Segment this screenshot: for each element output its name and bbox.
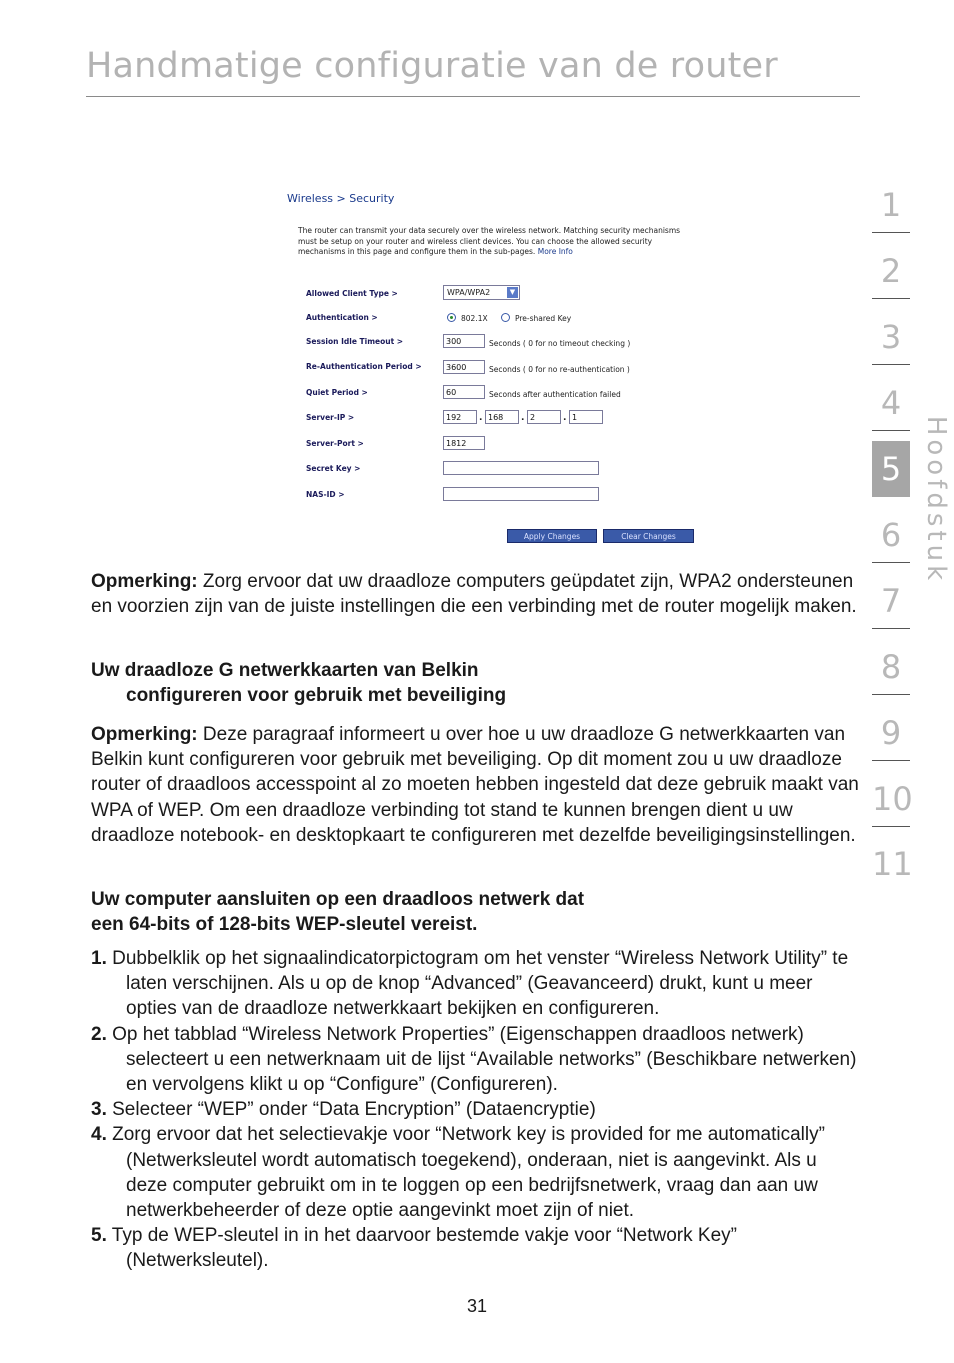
server-port-label: Server-Port > — [306, 439, 364, 448]
intro-text — [298, 226, 694, 258]
note-label: Opmerking: — [91, 724, 198, 745]
server-ip-octet-2[interactable]: 168 — [485, 410, 519, 424]
allowed-client-type-value: WPA/WPA2 — [447, 288, 491, 297]
heading-line: Uw draadloze G netwerkkaarten van Belkin — [91, 660, 479, 681]
chapter-divider — [872, 826, 910, 827]
server-ip-octet-1[interactable]: 192 — [443, 410, 477, 424]
chapter-2[interactable]: 2 — [880, 252, 902, 290]
note-label: Opmerking: — [91, 571, 198, 592]
chapter-divider — [872, 298, 910, 299]
list-item — [91, 1022, 863, 1098]
breadcrumb: Wireless > Security — [287, 192, 395, 205]
page-title: Handmatige configuratie van de router — [86, 46, 778, 86]
server-ip-octet-3[interactable]: 2 — [527, 410, 561, 424]
list-item — [91, 1223, 863, 1273]
step-text: Dubbelklik op het signaalindicatorpictogram om het venster “Wireless Network Utility” te laten verschijnen. Als u op de knop “Advanced” (Geavanceerd) drukt, kunt u meer opties van de draadloze netwerkkaart bekijken en configureren. — [106, 948, 849, 1020]
step-number: 3. — [91, 1099, 107, 1121]
session-idle-timeout-note: Seconds ( 0 for no timeout checking ) — [489, 339, 631, 348]
chapter-4[interactable]: 4 — [880, 384, 902, 422]
chapter-divider — [872, 364, 910, 365]
step-text: Zorg ervoor dat het selectievakje voor “Network key is provided for me automatically” (Netwerksleutel wordt automatisch toegekend), onderaan, niet is aangevinkt. Als u deze computer gebruikt om in te loggen op een bedrijfsnetwerk, vraag dan aan uw netwerkbeheerder of deze optie aangevinkt moet zijn of niet. — [106, 1124, 825, 1222]
ip-separator: . — [479, 413, 483, 423]
chevron-down-icon: ▼ — [507, 287, 518, 298]
heading-line: configureren voor gebruik met beveiliging — [126, 685, 507, 707]
steps-list — [91, 946, 863, 1274]
server-ip-octet-4[interactable]: 1 — [569, 410, 603, 424]
chapter-3[interactable]: 3 — [880, 318, 902, 356]
step-number: 4. — [91, 1124, 107, 1146]
chapter-divider — [872, 562, 910, 563]
chapter-divider — [872, 628, 910, 629]
quiet-period-label: Quiet Period > — [306, 388, 368, 397]
reauth-period-note: Seconds ( 0 for no re-authentication ) — [489, 365, 630, 374]
chapter-10[interactable]: 10 — [872, 780, 913, 818]
chapter-divider — [872, 232, 910, 233]
quiet-period-note: Seconds after authentication failed — [489, 390, 621, 399]
radio-psk[interactable] — [501, 313, 510, 322]
chapter-6[interactable]: 6 — [880, 516, 902, 554]
chapter-5-active[interactable]: 5 — [872, 441, 910, 497]
list-item — [91, 1097, 863, 1122]
more-info-link[interactable]: More Info — [537, 247, 573, 256]
step-number: 1. — [91, 948, 107, 969]
step-text: Op het tabblad “Wireless Network Properties” (Eigenschappen draadloos netwerk) selecteert u een netwerknaam uit de lijst “Available networks” (Beschikbare netwerken) en vervolgens klikt u op “Configure” (Configureren). — [106, 1023, 857, 1096]
note-text: Zorg ervoor dat uw draadloze computers geüpdatet zijn, WPA2 ondersteunen en voorzien zijn van de juiste instellingen die een verbinding met de router mogelijk maken. — [91, 571, 857, 618]
note-wpa2 — [91, 569, 861, 619]
radio-8021x[interactable] — [447, 313, 456, 322]
allowed-client-type-select[interactable] — [443, 285, 520, 300]
quiet-period-input[interactable]: 60 — [443, 385, 485, 399]
step-number: 5. — [91, 1225, 107, 1247]
nas-id-input[interactable] — [443, 487, 599, 501]
chapter-divider — [872, 760, 910, 761]
server-port-input[interactable]: 1812 — [443, 436, 485, 450]
ip-separator: . — [563, 413, 567, 423]
router-screenshot — [280, 180, 710, 550]
session-idle-timeout-label: Session Idle Timeout > — [306, 337, 404, 346]
radio-8021x-label: 802.1X — [461, 314, 488, 323]
intro-body: The router can transmit your data securely over the wireless network. Matching security mechanisms must be setup on your router and wireless client devices. You can choose the allowed security mechanisms in this page and configure them in the sub-pages. — [298, 226, 681, 256]
heading-line: een 64-bits of 128-bits WEP-sleutel vereist. — [91, 914, 478, 936]
chapter-divider — [872, 694, 910, 695]
clear-changes-button[interactable]: Clear Changes — [603, 529, 694, 543]
chapter-1[interactable]: 1 — [880, 186, 902, 224]
server-ip-label: Server-IP > — [306, 413, 355, 422]
step-text: Typ de WEP-sleutel in in het daarvoor bestemde vakje voor “Network Key” (Netwerksleutel). — [106, 1225, 737, 1272]
page-number: 31 — [466, 1296, 488, 1316]
ip-separator: . — [521, 413, 525, 423]
apply-changes-button[interactable]: Apply Changes — [507, 529, 597, 543]
chapter-9[interactable]: 9 — [880, 714, 902, 752]
chapter-label: Hoofdstuk — [921, 415, 951, 585]
secret-key-label: Secret Key > — [306, 464, 361, 473]
step-text: Selecteer “WEP” onder “Data Encryption” (Dataencryptie) — [106, 1099, 596, 1121]
title-divider — [86, 96, 860, 97]
chapter-11[interactable]: 11 — [872, 845, 913, 883]
nas-id-label: NAS-ID > — [306, 490, 345, 499]
chapter-8[interactable]: 8 — [880, 648, 902, 686]
secret-key-input[interactable] — [443, 461, 599, 475]
section-heading-2 — [91, 887, 584, 937]
heading-line: Uw computer aansluiten op een draadloos netwerk dat — [91, 889, 585, 910]
reauth-period-input[interactable]: 3600 — [443, 360, 485, 374]
section-heading-1 — [91, 658, 506, 708]
allowed-client-type-label: Allowed Client Type > — [306, 289, 398, 298]
note-text: Deze paragraaf informeert u over hoe u uw draadloze G netwerkkaarten van Belkin kunt configureren voor gebruik met beveiliging. Op dit moment zou u uw draadloze router of draadloos accesspoint al zo moeten hebben ingesteld dat deze gebruik maakt van WPA of WEP. Om een draadloze verbinding tot stand te kunnen brengen dient u uw draadloze notebook- en desktopkaart te configureren met dezelfde beveiligingsinstellingen. — [91, 724, 859, 846]
step-number: 2. — [91, 1023, 107, 1045]
list-item — [91, 946, 863, 1022]
list-item — [91, 1122, 863, 1223]
authentication-label: Authentication > — [306, 313, 378, 322]
reauth-period-label: Re-Authentication Period > — [306, 362, 422, 371]
chapter-divider — [872, 430, 910, 431]
chapter-7[interactable]: 7 — [880, 582, 902, 620]
note-configuration — [91, 722, 861, 848]
session-idle-timeout-input[interactable]: 300 — [443, 334, 485, 348]
radio-psk-label: Pre-shared Key — [515, 314, 572, 323]
